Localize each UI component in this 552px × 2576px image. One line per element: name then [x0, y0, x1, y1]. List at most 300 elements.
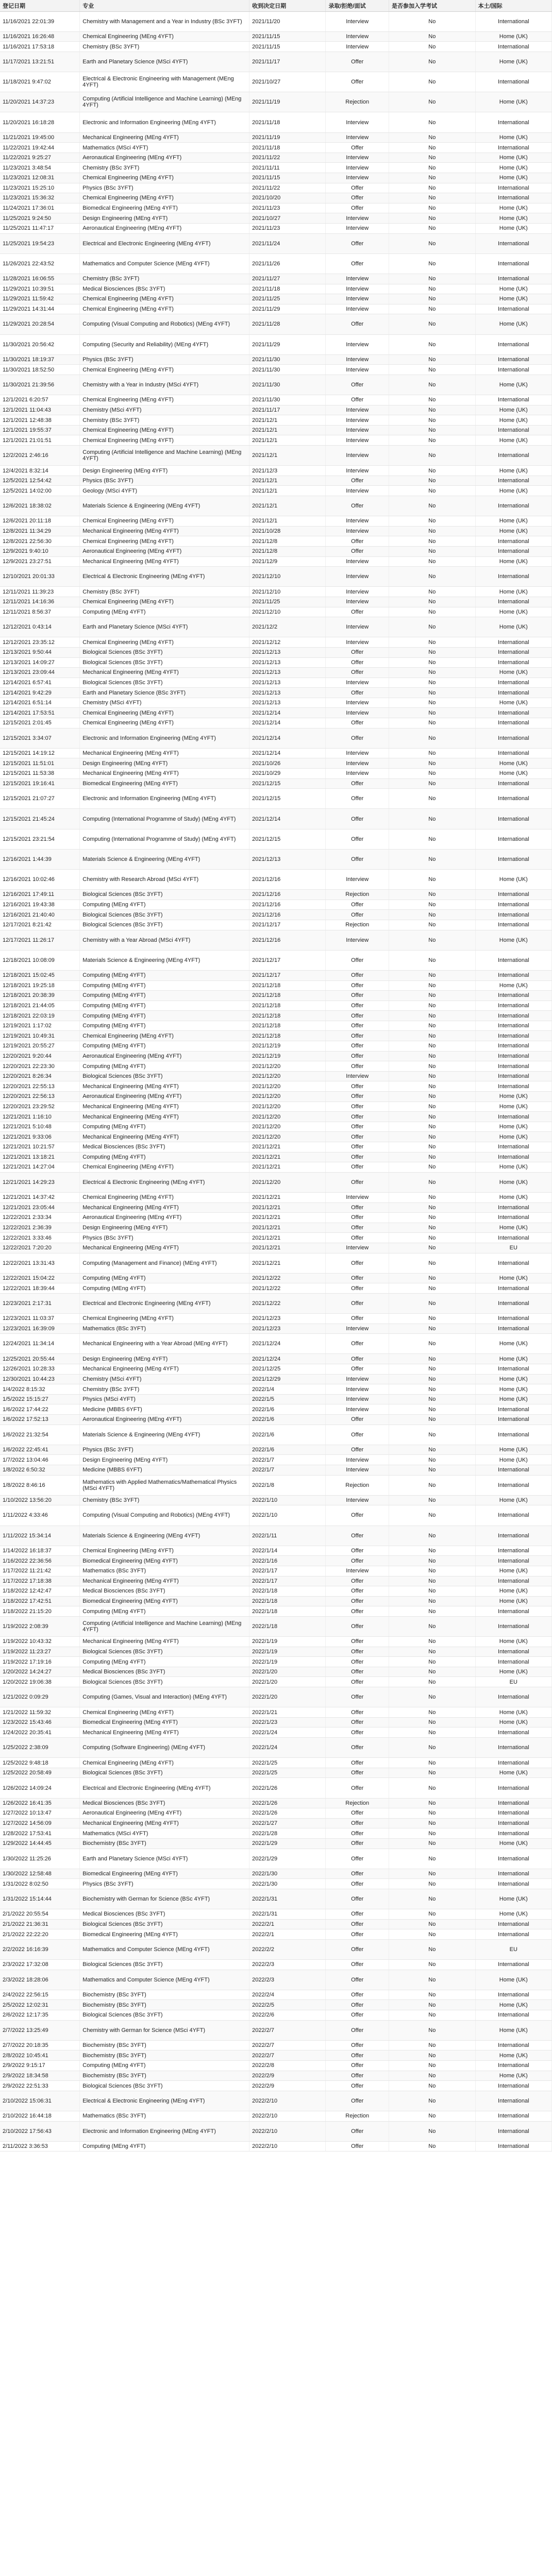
table-row [0, 789, 552, 809]
cell-fee-status: International [475, 829, 551, 849]
cell-outcome: Interview [326, 708, 389, 718]
cell-registration-date: 2/1/2022 22:22:20 [0, 1929, 80, 1940]
cell-admission-test: No [389, 1667, 475, 1677]
cell-outcome: Interview [326, 415, 389, 426]
cell-admission-test: No [389, 536, 475, 547]
cell-decision-date: 2021/12/20 [249, 1092, 326, 1102]
cell-registration-date: 1/16/2022 22:36:56 [0, 1556, 80, 1566]
cell-admission-test: No [389, 1727, 475, 1738]
table-row [0, 1616, 552, 1636]
cell-admission-test: No [389, 415, 475, 426]
cell-outcome: Offer [326, 395, 389, 405]
table-row [0, 112, 552, 132]
cell-programme: Computing (MEng 4YFT) [80, 1273, 249, 1283]
cell-outcome: Offer [326, 1283, 389, 1294]
cell-registration-date: 12/5/2021 14:02:00 [0, 486, 80, 496]
table-row [0, 1051, 552, 1061]
table-row [0, 2061, 552, 2071]
cell-fee-status: Home (UK) [475, 1394, 551, 1404]
cell-fee-status: International [475, 1293, 551, 1313]
cell-outcome: Offer [326, 809, 389, 829]
cell-registration-date: 11/16/2021 22:01:39 [0, 11, 80, 31]
cell-decision-date: 2022/1/8 [249, 1475, 326, 1495]
cell-admission-test: No [389, 2121, 475, 2141]
cell-decision-date: 2021/12/16 [249, 910, 326, 920]
cell-programme: Computing (MEng 4YFT) [80, 1606, 249, 1617]
table-row [0, 567, 552, 587]
cell-decision-date: 2022/1/25 [249, 1768, 326, 1778]
cell-decision-date: 2021/12/10 [249, 587, 326, 597]
cell-decision-date: 2021/11/30 [249, 375, 326, 395]
cell-decision-date: 2021/12/12 [249, 637, 326, 648]
cell-programme: Mechanical Engineering (MEng 4YFT) [80, 668, 249, 678]
cell-decision-date: 2021/12/21 [249, 1162, 326, 1173]
table-row [0, 1939, 552, 1959]
cell-outcome: Offer [326, 718, 389, 728]
cell-registration-date: 1/4/2022 8:15:32 [0, 1384, 80, 1395]
table-row [0, 415, 552, 426]
cell-decision-date: 2022/1/31 [249, 1889, 326, 1909]
table-row [0, 1546, 552, 1556]
cell-decision-date: 2021/12/1 [249, 415, 326, 426]
cell-registration-date: 1/31/2022 8:02:50 [0, 1879, 80, 1889]
cell-decision-date: 2022/2/1 [249, 1929, 326, 1940]
cell-registration-date: 11/24/2021 17:36:01 [0, 203, 80, 213]
cell-decision-date: 2021/12/13 [249, 657, 326, 668]
cell-admission-test: No [389, 1738, 475, 1758]
header-decision-date[interactable]: 收到决定日期 [249, 0, 326, 11]
cell-registration-date: 12/14/2021 6:51:14 [0, 698, 80, 708]
header-admission-test[interactable]: 是否参加入学考试 [389, 0, 475, 11]
cell-outcome: Offer [326, 1818, 389, 1828]
cell-fee-status: Home (UK) [475, 92, 551, 112]
table-row [0, 1425, 552, 1445]
cell-fee-status: Home (UK) [475, 1273, 551, 1283]
cell-admission-test: No [389, 1758, 475, 1768]
cell-registration-date: 12/20/2021 22:55:13 [0, 1081, 80, 1092]
table-row [0, 486, 552, 496]
cell-registration-date: 1/27/2022 14:56:09 [0, 1818, 80, 1828]
cell-outcome: Offer [326, 536, 389, 547]
cell-admission-test: No [389, 52, 475, 72]
cell-outcome: Offer [326, 2091, 389, 2111]
cell-admission-test: No [389, 1273, 475, 1283]
cell-admission-test: No [389, 2000, 475, 2010]
cell-programme: Electronic and Information Engineering (MEng 4YFT) [80, 789, 249, 809]
table-row [0, 647, 552, 657]
cell-programme: Earth and Planetary Science (BSc 3YFT) [80, 688, 249, 698]
cell-registration-date: 1/27/2022 10:13:47 [0, 1808, 80, 1819]
cell-decision-date: 2022/1/19 [249, 1647, 326, 1657]
cell-programme: Physics (BSc 3YFT) [80, 354, 249, 365]
cell-decision-date: 2021/12/21 [249, 1192, 326, 1202]
cell-registration-date: 11/16/2021 16:26:48 [0, 31, 80, 42]
cell-registration-date: 11/20/2021 14:37:23 [0, 92, 80, 112]
cell-outcome: Offer [326, 1253, 389, 1273]
table-row [0, 980, 552, 991]
cell-decision-date: 2021/12/20 [249, 1122, 326, 1132]
cell-admission-test: No [389, 1919, 475, 1929]
cell-programme: Biological Sciences (BSc 3YFT) [80, 647, 249, 657]
table-row [0, 1101, 552, 1112]
cell-programme: Chemical Engineering (MEng 4YFT) [80, 708, 249, 718]
cell-decision-date: 2021/12/18 [249, 1011, 326, 1021]
cell-programme: Chemical Engineering (MEng 4YFT) [80, 294, 249, 304]
table-row [0, 223, 552, 233]
cell-programme: Chemistry with a Year in Industry (MSci 4YFT) [80, 375, 249, 395]
table-row [0, 2141, 552, 2151]
cell-decision-date: 2022/1/18 [249, 1606, 326, 1617]
cell-decision-date: 2021/11/22 [249, 152, 326, 163]
cell-fee-status: International [475, 1213, 551, 1223]
cell-fee-status: International [475, 900, 551, 910]
table-row [0, 1495, 552, 1505]
cell-outcome: Offer [326, 778, 389, 789]
cell-admission-test: No [389, 1202, 475, 1213]
cell-programme: Biological Sciences (BSc 3YFT) [80, 1919, 249, 1929]
cell-programme: Physics (BSc 3YFT) [80, 1879, 249, 1889]
cell-admission-test: No [389, 1092, 475, 1102]
cell-outcome: Offer [326, 1213, 389, 1223]
cell-registration-date: 12/18/2021 15:02:45 [0, 970, 80, 980]
cell-decision-date: 2021/11/15 [249, 173, 326, 183]
table-row [0, 253, 552, 274]
cell-fee-status: International [475, 718, 551, 728]
cell-programme: Mechanical Engineering with a Year Abroad (MEng 4YFT) [80, 1334, 249, 1354]
cell-admission-test: No [389, 2061, 475, 2071]
cell-admission-test: No [389, 1808, 475, 1819]
cell-registration-date: 12/11/2021 14:16:36 [0, 597, 80, 607]
cell-admission-test: No [389, 980, 475, 991]
table-row [0, 587, 552, 597]
header-registration-date[interactable]: 登记日期 [0, 0, 80, 11]
cell-programme: Materials Science & Engineering (MEng 4YFT) [80, 1425, 249, 1445]
cell-registration-date: 11/17/2021 13:21:51 [0, 52, 80, 72]
cell-registration-date: 11/21/2021 19:45:00 [0, 132, 80, 143]
cell-admission-test: No [389, 728, 475, 748]
cell-outcome: Offer [326, 1364, 389, 1375]
cell-decision-date: 2021/12/20 [249, 1081, 326, 1092]
table-row [0, 1142, 552, 1153]
cell-admission-test: No [389, 2141, 475, 2151]
table-row [0, 152, 552, 163]
cell-registration-date: 12/13/2021 23:09:44 [0, 668, 80, 678]
cell-registration-date: 2/7/2022 13:25:49 [0, 2020, 80, 2040]
header-outcome[interactable]: 录取/拒绝/面试 [326, 0, 389, 11]
cell-admission-test: No [389, 1970, 475, 1990]
cell-registration-date: 12/8/2021 11:34:29 [0, 526, 80, 536]
cell-admission-test: No [389, 1849, 475, 1869]
cell-decision-date: 2021/11/15 [249, 42, 326, 52]
cell-registration-date: 11/16/2021 17:53:18 [0, 42, 80, 52]
cell-admission-test: No [389, 809, 475, 829]
header-fee-status[interactable]: 本土/国际 [475, 0, 551, 11]
cell-programme: Chemistry (BSc 3YFT) [80, 274, 249, 284]
cell-registration-date: 12/14/2021 6:57:41 [0, 677, 80, 688]
cell-outcome: Offer [326, 314, 389, 334]
cell-registration-date: 12/14/2021 9:42:29 [0, 688, 80, 698]
cell-programme: Biomedical Engineering (MEng 4YFT) [80, 203, 249, 213]
cell-programme: Biomedical Engineering (MEng 4YFT) [80, 1869, 249, 1879]
cell-decision-date: 2022/1/28 [249, 1828, 326, 1839]
cell-decision-date: 2021/11/17 [249, 52, 326, 72]
table-row [0, 2050, 552, 2061]
cell-programme: Physics (MSci 4YFT) [80, 1394, 249, 1404]
cell-programme: Electrical & Electronic Engineering (MEng 4YFT) [80, 2091, 249, 2111]
cell-fee-status: Home (UK) [475, 1889, 551, 1909]
cell-admission-test: No [389, 1929, 475, 1940]
cell-outcome: Offer [326, 2071, 389, 2081]
cell-decision-date: 2022/1/18 [249, 1586, 326, 1597]
cell-programme: Chemical Engineering (MEng 4YFT) [80, 1314, 249, 1324]
cell-registration-date: 1/17/2022 17:18:38 [0, 1576, 80, 1586]
cell-outcome: Offer [326, 1162, 389, 1173]
cell-decision-date: 2021/11/26 [249, 253, 326, 274]
cell-decision-date: 2021/12/14 [249, 728, 326, 748]
cell-registration-date: 12/15/2021 2:01:45 [0, 718, 80, 728]
cell-registration-date: 12/2/2021 2:46:16 [0, 446, 80, 466]
cell-outcome: Offer [326, 1132, 389, 1142]
cell-admission-test: No [389, 1687, 475, 1707]
cell-decision-date: 2021/12/29 [249, 1374, 326, 1384]
cell-admission-test: No [389, 1041, 475, 1052]
cell-fee-status: International [475, 1021, 551, 1031]
cell-outcome: Offer [326, 1596, 389, 1606]
cell-registration-date: 2/9/2022 9:15:17 [0, 2061, 80, 2071]
table-row [0, 466, 552, 476]
cell-fee-status: Home (UK) [475, 930, 551, 950]
cell-programme: Chemical Engineering (MEng 4YFT) [80, 1031, 249, 1041]
cell-fee-status: Home (UK) [475, 314, 551, 334]
cell-admission-test: No [389, 92, 475, 112]
cell-outcome: Offer [326, 950, 389, 970]
cell-outcome: Offer [326, 1142, 389, 1153]
cell-programme: Medical Biosciences (BSc 3YFT) [80, 1667, 249, 1677]
cell-fee-status: Home (UK) [475, 223, 551, 233]
cell-programme: Biological Sciences (BSc 3YFT) [80, 657, 249, 668]
cell-registration-date: 12/6/2021 18:38:02 [0, 496, 80, 516]
table-row [0, 1283, 552, 1294]
table-row [0, 1556, 552, 1566]
table-row [0, 1192, 552, 1202]
cell-registration-date: 12/25/2021 20:55:44 [0, 1354, 80, 1364]
cell-registration-date: 12/21/2021 1:16:10 [0, 1112, 80, 1122]
cell-programme: Computing (Management and Finance) (MEng 4YFT) [80, 1253, 249, 1273]
cell-outcome: Offer [326, 193, 389, 204]
cell-admission-test: No [389, 1556, 475, 1566]
cell-registration-date: 12/20/2021 22:23:30 [0, 1061, 80, 1072]
cell-admission-test: No [389, 334, 475, 354]
cell-admission-test: No [389, 1334, 475, 1354]
cell-fee-status: Home (UK) [475, 516, 551, 527]
cell-outcome: Interview [326, 556, 389, 567]
cell-fee-status: International [475, 637, 551, 648]
cell-outcome: Interview [326, 1566, 389, 1576]
cell-decision-date: 2022/1/23 [249, 1717, 326, 1727]
cell-registration-date: 11/20/2021 16:18:28 [0, 112, 80, 132]
cell-outcome: Offer [326, 1939, 389, 1959]
table-row [0, 173, 552, 183]
cell-fee-status: International [475, 1929, 551, 1940]
cell-registration-date: 12/1/2021 11:04:43 [0, 405, 80, 415]
cell-decision-date: 2021/12/13 [249, 647, 326, 657]
table-row [0, 1253, 552, 1273]
cell-decision-date: 2022/1/26 [249, 1798, 326, 1808]
cell-admission-test: No [389, 587, 475, 597]
cell-fee-status: International [475, 1869, 551, 1879]
cell-outcome: Interview [326, 758, 389, 769]
cell-registration-date: 1/6/2022 17:44:22 [0, 1404, 80, 1415]
cell-registration-date: 1/11/2022 15:34:14 [0, 1526, 80, 1546]
cell-admission-test: No [389, 1011, 475, 1021]
cell-admission-test: No [389, 2050, 475, 2061]
cell-registration-date: 12/1/2021 21:01:51 [0, 435, 80, 446]
cell-decision-date: 2021/11/23 [249, 203, 326, 213]
cell-outcome: Offer [326, 1687, 389, 1707]
cell-programme: Computing (MEng 4YFT) [80, 900, 249, 910]
cell-fee-status: EU [475, 1939, 551, 1959]
cell-registration-date: 1/18/2022 12:42:47 [0, 1586, 80, 1597]
cell-decision-date: 2021/12/21 [249, 1223, 326, 1233]
cell-registration-date: 11/29/2021 14:31:44 [0, 304, 80, 314]
cell-admission-test: No [389, 2091, 475, 2111]
cell-admission-test: No [389, 365, 475, 375]
table-row [0, 193, 552, 204]
cell-outcome: Offer [326, 1778, 389, 1798]
cell-programme: Computing (Software Engineering) (MEng 4YFT) [80, 1738, 249, 1758]
cell-registration-date: 1/26/2022 14:09:24 [0, 1778, 80, 1798]
cell-decision-date: 2021/12/18 [249, 1001, 326, 1011]
cell-programme: Biochemistry with German for Science (BSc 4YFT) [80, 1889, 249, 1909]
cell-admission-test: No [389, 1637, 475, 1647]
cell-decision-date: 2021/11/22 [249, 183, 326, 193]
cell-fee-status: Home (UK) [475, 405, 551, 415]
cell-fee-status: Home (UK) [475, 1445, 551, 1455]
cell-registration-date: 12/18/2021 10:08:09 [0, 950, 80, 970]
cell-fee-status: International [475, 143, 551, 153]
cell-outcome: Offer [326, 607, 389, 617]
cell-admission-test: No [389, 657, 475, 668]
cell-decision-date: 2021/12/14 [249, 718, 326, 728]
cell-programme: Biomedical Engineering (MEng 4YFT) [80, 778, 249, 789]
table-row [0, 2121, 552, 2141]
cell-admission-test: No [389, 1576, 475, 1586]
cell-programme: Computing (Visual Computing and Robotics) (MEng 4YFT) [80, 314, 249, 334]
cell-decision-date: 2022/1/26 [249, 1778, 326, 1798]
cell-programme: Computing (MEng 4YFT) [80, 607, 249, 617]
cell-decision-date: 2021/12/17 [249, 950, 326, 970]
cell-decision-date: 2021/10/29 [249, 769, 326, 779]
cell-programme: Biochemistry (BSc 3YFT) [80, 1838, 249, 1849]
header-programme[interactable]: 专业 [80, 0, 249, 11]
cell-fee-status: Home (UK) [475, 1384, 551, 1395]
cell-admission-test: No [389, 677, 475, 688]
table-row [0, 1223, 552, 1233]
cell-decision-date: 2021/12/17 [249, 970, 326, 980]
cell-decision-date: 2022/1/6 [249, 1425, 326, 1445]
cell-fee-status: International [475, 72, 551, 92]
cell-decision-date: 2021/10/26 [249, 758, 326, 769]
cell-admission-test: No [389, 1324, 475, 1334]
cell-registration-date: 1/24/2022 20:35:41 [0, 1727, 80, 1738]
cell-registration-date: 1/25/2022 9:48:18 [0, 1758, 80, 1768]
cell-registration-date: 12/21/2021 14:37:42 [0, 1192, 80, 1202]
cell-programme: Biochemistry (BSc 3YFT) [80, 1990, 249, 2000]
cell-programme: Aeronautical Engineering (MEng 4YFT) [80, 152, 249, 163]
cell-outcome: Interview [326, 486, 389, 496]
table-row [0, 2071, 552, 2081]
cell-outcome: Offer [326, 1990, 389, 2000]
cell-admission-test: No [389, 1122, 475, 1132]
cell-admission-test: No [389, 769, 475, 779]
cell-programme: Biomedical Engineering (MEng 4YFT) [80, 1929, 249, 1940]
cell-registration-date: 1/18/2022 17:42:51 [0, 1596, 80, 1606]
cell-outcome: Interview [326, 213, 389, 224]
table-row [0, 526, 552, 536]
cell-admission-test: No [389, 1001, 475, 1011]
cell-registration-date: 12/10/2021 20:01:33 [0, 567, 80, 587]
cell-decision-date: 2021/12/18 [249, 991, 326, 1001]
cell-fee-status: Home (UK) [475, 1707, 551, 1718]
cell-fee-status: International [475, 112, 551, 132]
cell-registration-date: 1/23/2022 15:43:46 [0, 1717, 80, 1727]
cell-decision-date: 2021/12/9 [249, 556, 326, 567]
cell-registration-date: 12/22/2021 13:31:43 [0, 1253, 80, 1273]
cell-programme: Chemical Engineering (MEng 4YFT) [80, 31, 249, 42]
table-row [0, 1061, 552, 1072]
cell-admission-test: No [389, 486, 475, 496]
cell-programme: Biological Sciences (BSc 3YFT) [80, 1960, 249, 1970]
cell-registration-date: 1/30/2022 12:58:48 [0, 1869, 80, 1879]
cell-programme: Biological Sciences (BSc 3YFT) [80, 1647, 249, 1657]
cell-admission-test: No [389, 526, 475, 536]
cell-programme: Chemistry (MSci 4YFT) [80, 1374, 249, 1384]
cell-outcome: Offer [326, 1556, 389, 1566]
cell-outcome: Offer [326, 829, 389, 849]
cell-admission-test: No [389, 1869, 475, 1879]
cell-fee-status: International [475, 1798, 551, 1808]
cell-outcome: Offer [326, 1354, 389, 1364]
cell-programme: Biological Sciences (BSc 3YFT) [80, 910, 249, 920]
cell-registration-date: 1/30/2022 11:25:26 [0, 1849, 80, 1869]
cell-fee-status: International [475, 1404, 551, 1415]
cell-fee-status: Home (UK) [475, 526, 551, 536]
cell-decision-date: 2022/2/7 [249, 2020, 326, 2040]
cell-programme: Computing (MEng 4YFT) [80, 1152, 249, 1162]
cell-admission-test: No [389, 1960, 475, 1970]
cell-admission-test: No [389, 132, 475, 143]
cell-fee-status: International [475, 1031, 551, 1041]
cell-admission-test: No [389, 1657, 475, 1667]
cell-decision-date: 2021/12/1 [249, 486, 326, 496]
cell-registration-date: 12/9/2021 9:40:10 [0, 546, 80, 556]
cell-outcome: Rejection [326, 920, 389, 930]
cell-admission-test: No [389, 1596, 475, 1606]
cell-outcome: Offer [326, 1879, 389, 1889]
cell-outcome: Offer [326, 1001, 389, 1011]
table-row [0, 991, 552, 1001]
table-row [0, 1606, 552, 1617]
cell-outcome: Offer [326, 2010, 389, 2021]
table-row [0, 42, 552, 52]
cell-fee-status: International [475, 1071, 551, 1081]
cell-fee-status: International [475, 2010, 551, 2021]
cell-fee-status: Home (UK) [475, 869, 551, 889]
cell-programme: Materials Science & Engineering (MEng 4YFT) [80, 496, 249, 516]
cell-programme: Computing (MEng 4YFT) [80, 991, 249, 1001]
table-row [0, 1243, 552, 1253]
cell-outcome: Offer [326, 2081, 389, 2091]
